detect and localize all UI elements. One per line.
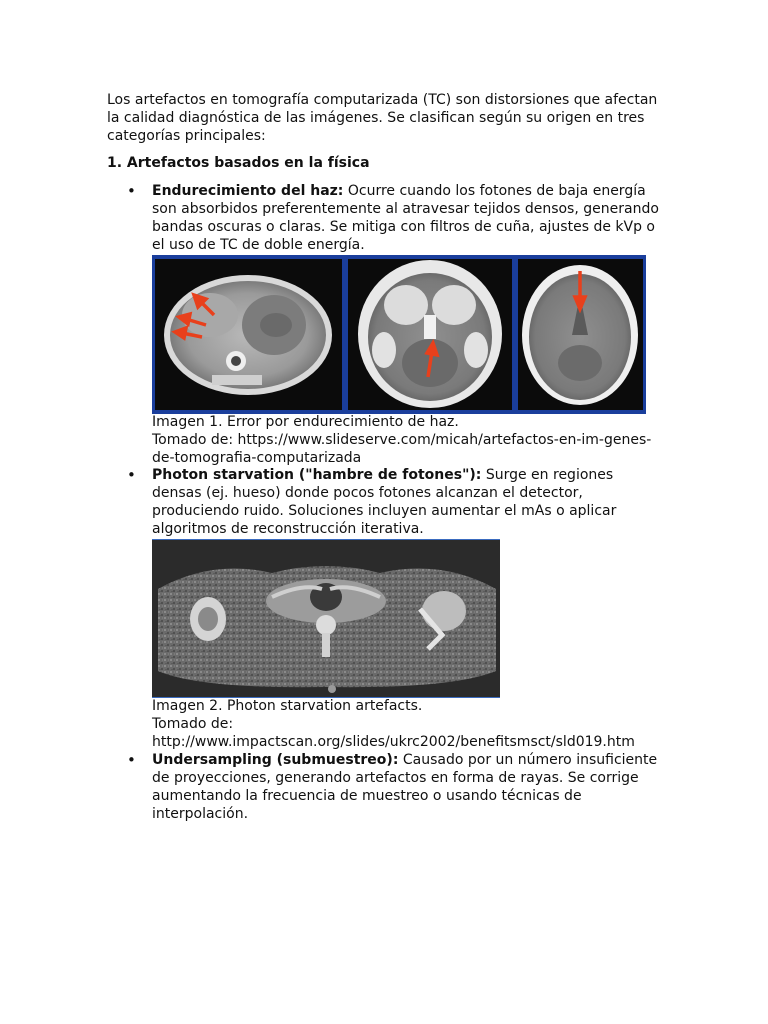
ct-photon-starvation-image [152,539,500,698]
figure-1-caption: Imagen 1. Error por endurecimiento de haz. [152,414,459,430]
figure-photon-starvation [152,539,500,698]
figure-2-caption: Imagen 2. Photon starvation artefacts. [152,698,423,714]
section-heading: 1. Artefactos basados en la física [107,155,370,171]
figure-2-source: Tomado de: http://www.impactscan.org/slides/ukrc2002/benefitsmsct/sld019.htm [152,716,635,750]
bullet-undersampling [127,751,664,823]
bullet-title: Endurecimiento del haz: [152,183,344,199]
figure-beam-hardening [152,255,646,414]
ct-beam-hardening-image [152,255,646,414]
bullet-marker: • [127,182,136,200]
bullet-text: Surge en regiones densas (ej. hueso) donde pocos fotones alcanzan el detector, produciendo ruido. Soluciones incluyen aumentar el mAs o aplicar algoritmos de reconstrucción iterativa. [152,467,617,537]
bullet-text: Ocurre cuando los fotones de baja energía son absorbidos preferentemente al atravesar tejidos densos, generando bandas oscuras o claras. Se mitiga con filtros de cuña, ajustes de kVp o el uso de TC de doble energía. [152,183,659,253]
bullet-text: Causado por un número insuficiente de proyecciones, generando artefactos en forma de rayas. Se corrige aumentando la frecuencia de muestreo o usando técnicas de interpolación. [152,752,658,822]
bullet-title: Photon starvation ("hambre de fotones"): [152,467,482,483]
bullet-title: Undersampling (submuestreo): [152,752,399,768]
intro-paragraph: Los artefactos en tomografía computarizada (TC) son distorsiones que afectan la calidad diagnóstica de las imágenes. Se clasifican según su origen en tres categorías principales: [107,92,658,144]
bullet-marker: • [127,751,136,769]
bullet-photon-starvation [127,466,664,538]
bullet-marker: • [127,466,136,484]
bullet-beam-hardening [127,182,664,254]
figure-1-source: Tomado de: https://www.slideserve.com/micah/artefactos-en-im-genes-de-tomografia-computarizada [152,432,652,466]
